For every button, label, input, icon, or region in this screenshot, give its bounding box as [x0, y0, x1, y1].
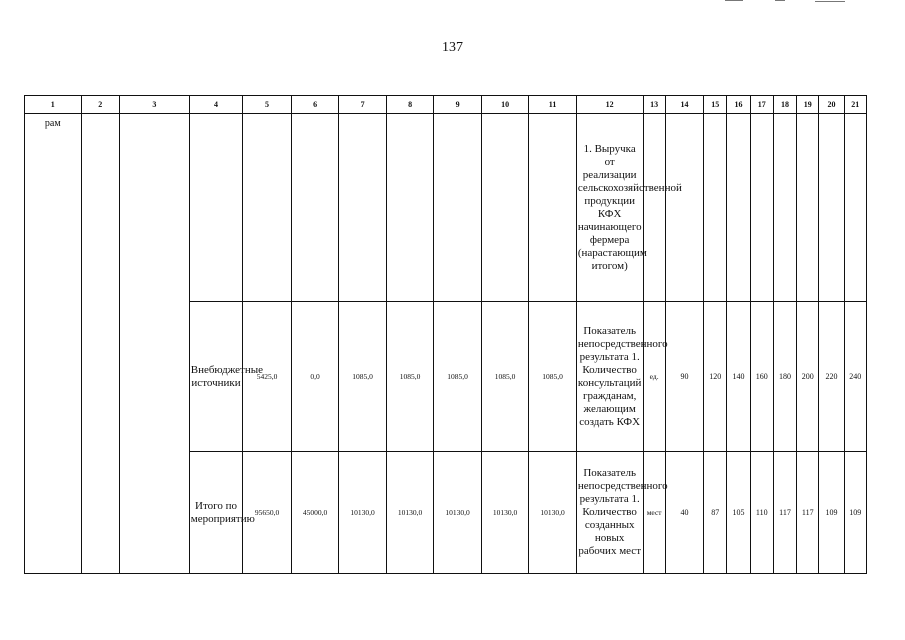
empty-cell [727, 114, 750, 302]
value-cell: 1085,0 [386, 302, 434, 452]
source-cell: Внебюджетные источники [189, 302, 243, 452]
value-cell: 45000,0 [291, 452, 339, 574]
year-value-cell: 105 [727, 452, 750, 574]
empty-cell [386, 114, 434, 302]
value-cell: 95650,0 [243, 452, 292, 574]
header-cell: 13 [643, 96, 665, 114]
year-value-cell: 110 [750, 452, 773, 574]
header-cell: 19 [797, 96, 819, 114]
year-value-cell: 240 [844, 302, 866, 452]
empty-cell [797, 114, 819, 302]
year-value-cell: 220 [819, 302, 844, 452]
header-cell: 1 [25, 96, 82, 114]
empty-cell [844, 114, 866, 302]
year-value-cell: 109 [819, 452, 844, 574]
unit-cell: ед. [643, 302, 665, 452]
header-cell: 7 [339, 96, 387, 114]
value-cell: 1085,0 [481, 302, 529, 452]
value-cell: 0,0 [291, 302, 339, 452]
source-cell: Итого по мероприятию [189, 452, 243, 574]
header-cell: 11 [529, 96, 577, 114]
year-value-cell: 117 [797, 452, 819, 574]
value-cell: 5425,0 [243, 302, 292, 452]
header-cell: 16 [727, 96, 750, 114]
empty-cell [704, 114, 727, 302]
header-cell: 9 [434, 96, 482, 114]
empty-cell [81, 114, 119, 574]
header-cell: 6 [291, 96, 339, 114]
year-value-cell: 160 [750, 302, 773, 452]
year-value-cell: 40 [665, 452, 703, 574]
empty-cell [339, 114, 387, 302]
year-value-cell: 200 [797, 302, 819, 452]
year-value-cell: 109 [844, 452, 866, 574]
page-number: 137 [442, 40, 463, 55]
table-row [25, 114, 867, 302]
header-cell: 2 [81, 96, 119, 114]
value-cell: 1085,0 [339, 302, 387, 452]
empty-cell [819, 114, 844, 302]
program-cell: рам [25, 114, 82, 574]
empty-cell [773, 114, 796, 302]
empty-cell [643, 114, 665, 302]
empty-cell [529, 114, 577, 302]
empty-cell [481, 114, 529, 302]
value-cell: 10130,0 [339, 452, 387, 574]
header-cell: 5 [243, 96, 292, 114]
indicator-cell: Показатель непосредственного результата 1. Количество консультаций гражданам, желающим создать КФХ [576, 302, 643, 452]
value-cell: 10130,0 [529, 452, 577, 574]
year-value-cell: 117 [773, 452, 796, 574]
header-cell: 14 [665, 96, 703, 114]
empty-cell [665, 114, 703, 302]
year-value-cell: 120 [704, 302, 727, 452]
header-row [25, 96, 867, 114]
year-value-cell: 140 [727, 302, 750, 452]
value-cell: 10130,0 [386, 452, 434, 574]
empty-cell [750, 114, 773, 302]
empty-cell [243, 114, 292, 302]
year-value-cell: 180 [773, 302, 796, 452]
data-table [24, 95, 867, 574]
empty-cell [434, 114, 482, 302]
value-cell: 10130,0 [434, 452, 482, 574]
year-value-cell: 90 [665, 302, 703, 452]
value-cell: 1085,0 [529, 302, 577, 452]
value-cell: 10130,0 [481, 452, 529, 574]
scan-corner-marks [725, 0, 865, 4]
header-cell: 12 [576, 96, 643, 114]
year-value-cell: 87 [704, 452, 727, 574]
header-cell: 21 [844, 96, 866, 114]
indicator-cell: Показатель непосредственного результата 1. Количество созданных новых рабочих мест [576, 452, 643, 574]
header-cell: 3 [120, 96, 190, 114]
header-cell: 10 [481, 96, 529, 114]
header-cell: 17 [750, 96, 773, 114]
empty-cell [291, 114, 339, 302]
header-cell: 4 [189, 96, 243, 114]
value-cell: 1085,0 [434, 302, 482, 452]
header-cell: 20 [819, 96, 844, 114]
empty-cell [189, 114, 243, 302]
indicator-cell: 1. Выручка от реализации сельскохозяйственной продукции КФХ начинающего фермера (нарастающим итогом) [576, 114, 643, 302]
header-cell: 18 [773, 96, 796, 114]
header-cell: 15 [704, 96, 727, 114]
empty-cell [120, 114, 190, 574]
unit-cell: мест [643, 452, 665, 574]
header-cell: 8 [386, 96, 434, 114]
